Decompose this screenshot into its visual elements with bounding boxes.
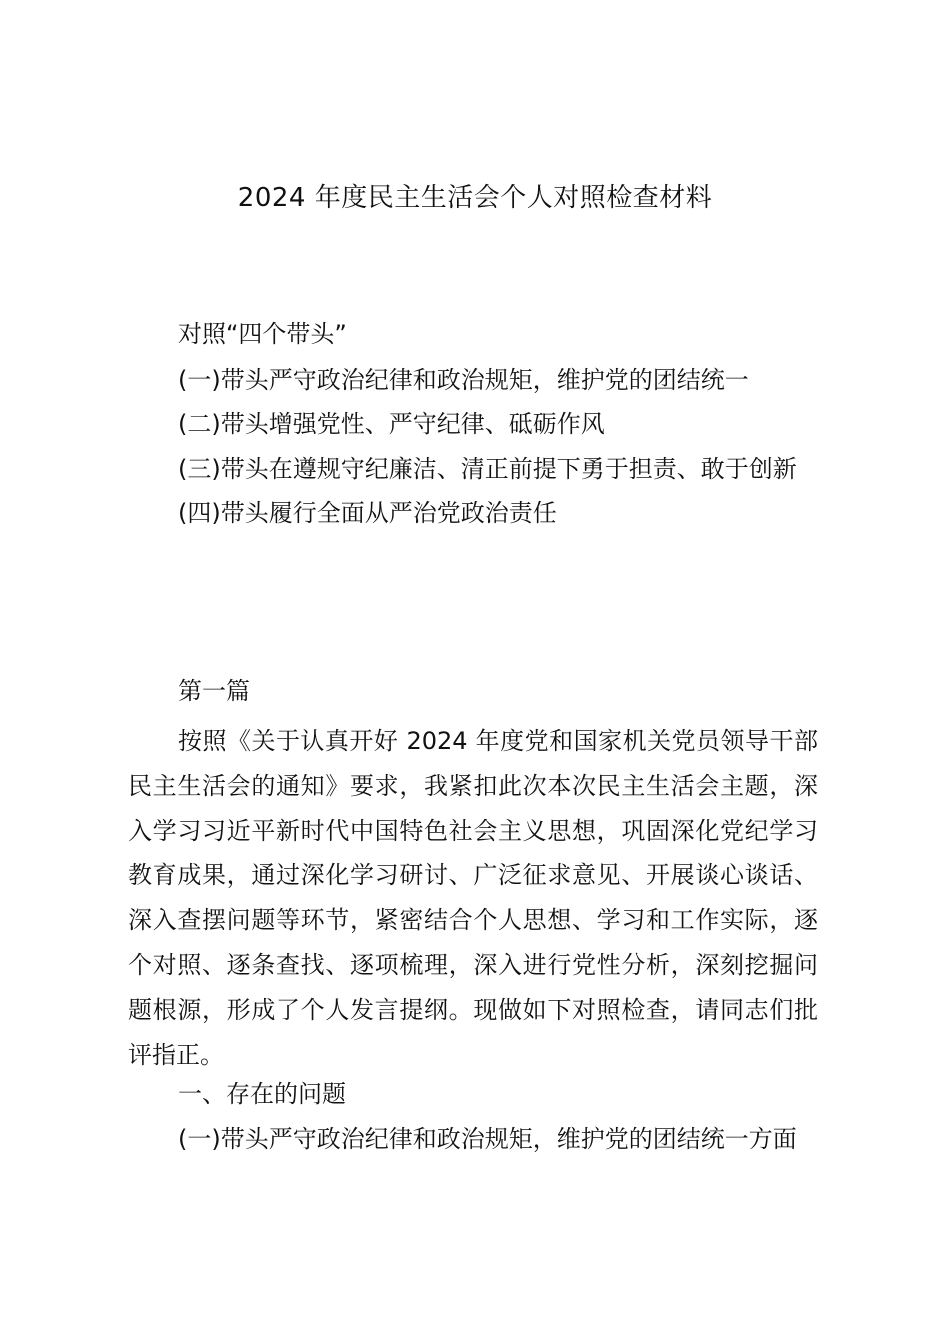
subsection-heading: (一)带头严守政治纪律和政治规矩，维护党的团结统一方面 <box>178 1125 797 1153</box>
outline-item-3: (三)带头在遵规守纪廉洁、清正前提下勇于担责、敢于创新 <box>178 455 797 483</box>
body-paragraph: 按照《关于认真开好 2024 年度党和国家机关党员领导干部民主生活会的通知》要求，我紧扣此次本次民主生活会主题，深入学习习近平新时代中国特色社会主义思想，巩固深化党纪学习教育成果，通过深化学习研讨、广泛征求意见、开展谈心谈话、深入查摆问题等环节，紧密结合个人思想、学习和工作实际，逐个对照、逐条查找、逐项梳理，深入进行党性分析，深刻挖掘问题根源，形成了个人发言提纲。现做如下对照检查，请同志们批评指正。 <box>128 727 818 1069</box>
outline-item-1: (一)带头严守政治纪律和政治规矩，维护党的团结统一 <box>178 366 749 394</box>
section-heading: 一、存在的问题 <box>178 1080 346 1108</box>
chapter-label: 第一篇 <box>178 677 250 705</box>
outline-item-2: (二)带头增强党性、严守纪律、砥砺作风 <box>178 410 605 438</box>
outline-item-4: (四)带头履行全面从严治党政治责任 <box>178 499 557 527</box>
document-title: 2024 年度民主生活会个人对照检查材料 <box>237 183 713 213</box>
outline-heading: 对照“四个带头” <box>178 320 347 348</box>
